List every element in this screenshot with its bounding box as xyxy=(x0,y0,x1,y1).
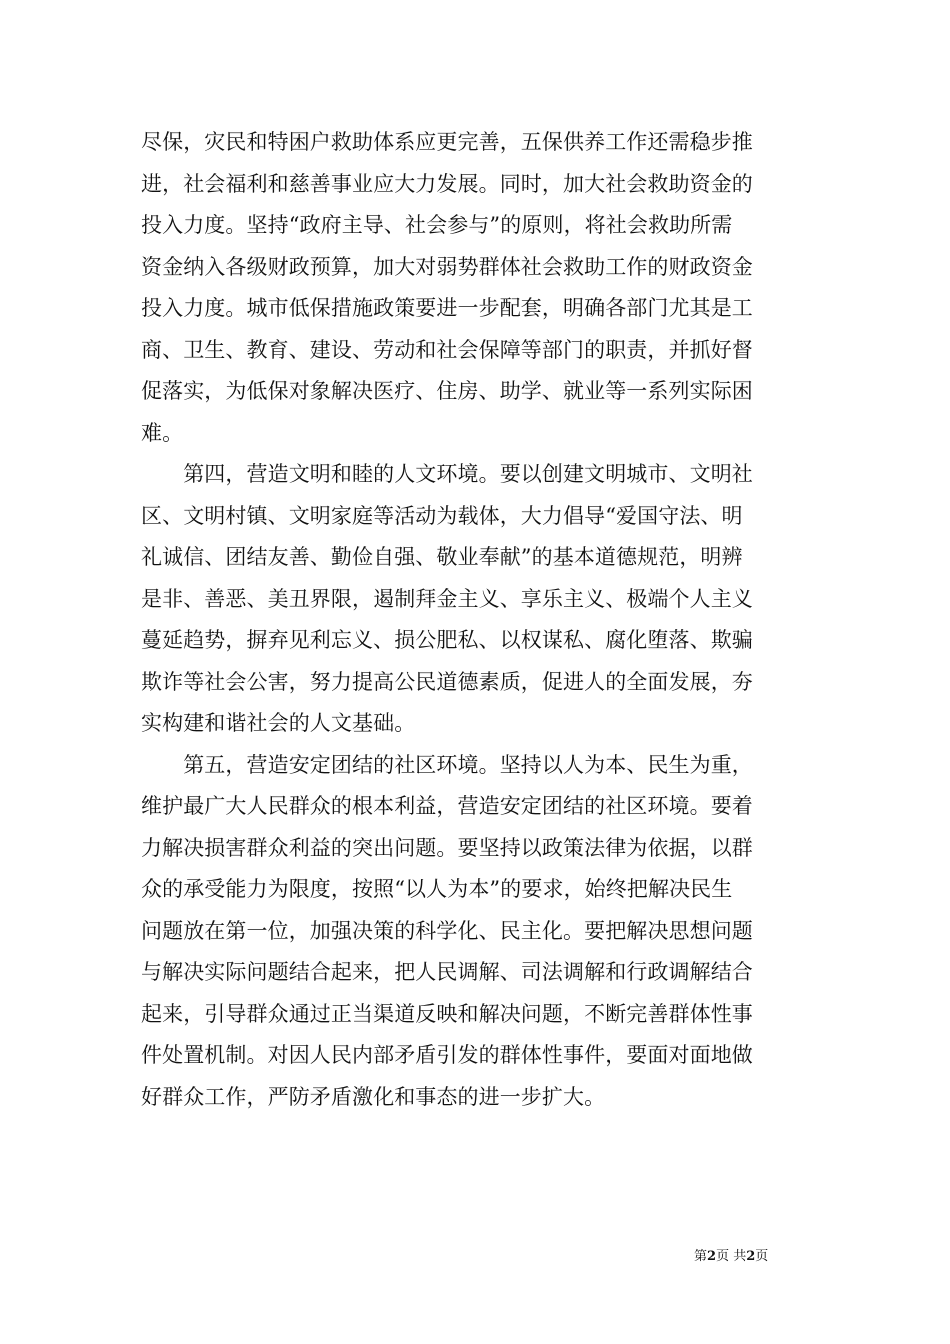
text-line: 起来，引导群众通过正当渠道反映和解决问题，不断完善群体性事 xyxy=(141,1001,753,1026)
footer-prefix: 第 xyxy=(694,1249,708,1264)
text-line: 力解决损害群众利益的突出问题。要坚持以政策法律为依据，以群 xyxy=(141,835,753,860)
text-line: 投入力度。坚持“政府主导、社会参与”的原则，将社会救助所需 xyxy=(141,213,733,237)
text-line: 区、文明村镇、文明家庭等活动为载体，大力倡导“爱国守法、明 xyxy=(141,503,743,528)
text-line: 欺诈等社会公害，努力提高公民道德素质，促进人的全面发展，夯 xyxy=(141,669,753,694)
text-line: 实构建和谐社会的人文基础。 xyxy=(141,711,416,735)
footer-current-page: 2 xyxy=(707,1249,717,1264)
text-line: 促落实，为低保对象解决医疗、住房、助学、就业等一系列实际困 xyxy=(141,379,753,403)
page-footer xyxy=(694,1248,824,1266)
text-line: 是非、善恶、美丑界限，遏制拜金主义、享乐主义、极端个人主义 xyxy=(141,586,753,611)
footer-suffix: 页 xyxy=(755,1249,769,1264)
text-line: 件处置机制。对因人民内部矛盾引发的群体性事件，要面对面地做 xyxy=(141,1043,753,1067)
text-line: 商、卫生、教育、建设、劳动和社会保障等部门的职责，并抓好督 xyxy=(141,337,753,362)
text-line: 与解决实际问题结合起来，把人民调解、司法调解和行政调解结合 xyxy=(141,960,753,984)
text-line: 问题放在第一位，加强决策的科学化、民主化。要把解决思想问题 xyxy=(141,918,753,943)
text-line: 好群众工作，严防矛盾激化和事态的进一步扩大。 xyxy=(141,1084,606,1109)
document-body xyxy=(141,122,807,1118)
text-line: 蔓延趋势，摒弃见利忘义、损公肥私、以权谋私、腐化堕落、欺骗 xyxy=(141,628,753,652)
text-line: 难。 xyxy=(141,420,184,445)
text-line: 尽保，灾民和特困户救助体系应更完善，五保供养工作还需稳步推 xyxy=(141,130,753,154)
text-line: 众的承受能力为限度，按照“以人为本”的要求，始终把解决民生 xyxy=(141,877,733,901)
text-line: 第四，营造文明和睦的人文环境。要以创建文明城市、文明社 xyxy=(141,462,753,486)
text-line: 资金纳入各级财政预算，加大对弱势群体社会救助工作的财政资金 xyxy=(141,254,753,279)
text-line: 投入力度。城市低保措施政策要进一步配套，明确各部门尤其是工 xyxy=(141,296,753,320)
text-line: 进，社会福利和慈善事业应大力发展。同时，加大社会救助资金的 xyxy=(141,171,753,196)
text-line: 第五，营造安定团结的社区环境。坚持以人为本、民生为重， xyxy=(141,752,753,777)
footer-total-pages: 2 xyxy=(746,1249,756,1264)
text-line: 维护最广大人民群众的根本利益，营造安定团结的社区环境。要着 xyxy=(141,794,753,818)
footer-middle: 页 共 xyxy=(716,1249,747,1264)
text-line: 礼诚信、团结友善、勤俭自强、敬业奉献”的基本道德规范，明辨 xyxy=(141,545,743,569)
